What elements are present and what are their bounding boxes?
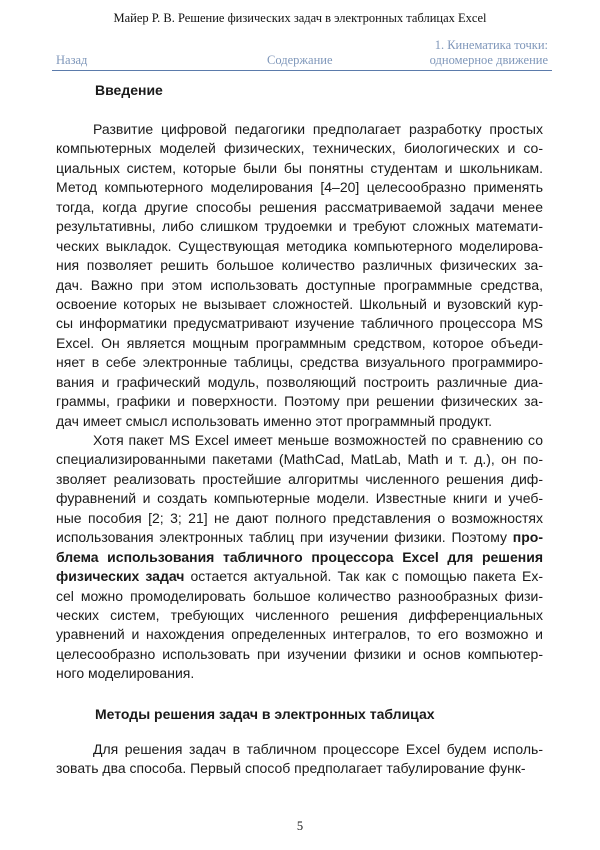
- page-number: 5: [296, 819, 304, 833]
- text-segment: специализированными пакетами (MathCad, MatLab, Math и т. д.), он по-: [56, 451, 543, 468]
- paragraph-line: [56, 606, 543, 625]
- text-segment: ческих выкладок. Существующая методика компьютерного моделирова-: [56, 237, 543, 254]
- paragraph-line: [56, 276, 543, 295]
- paragraph-line: [56, 431, 543, 450]
- text-segment: целесообразно использовать при изучении физики и основ компьютер-: [56, 645, 543, 662]
- paragraph-line: [56, 470, 543, 489]
- section-body-introduction: [56, 120, 543, 684]
- back-link[interactable]: Назад: [56, 53, 88, 67]
- paragraph-line: [56, 625, 543, 644]
- text-segment: компьютерных моделей физических, технических, биологических и со-: [56, 140, 543, 157]
- paragraph-line: [56, 392, 543, 411]
- paragraph-line: [56, 353, 543, 372]
- text-segment: результативны, либо слишком трудоемки и требуют сложных математи-: [56, 218, 543, 235]
- paragraph-line: [56, 548, 543, 567]
- paragraph-line: [56, 645, 543, 664]
- paragraph-line: [56, 759, 543, 778]
- section-heading-introduction: Введение: [95, 82, 163, 98]
- section-body-methods: [56, 740, 543, 779]
- text-segment: освоение которых не вызывает сложностей. Школьный и вузовский кур-: [56, 295, 543, 312]
- text-segment: использования электронных таблиц при изучении физики. Поэтому: [56, 529, 513, 546]
- paragraph-line: [56, 314, 543, 333]
- paragraph-line: [56, 256, 543, 275]
- text-segment: тогда, когда другие способы решения рассматриваемой задачи менее: [56, 198, 543, 215]
- contents-link[interactable]: Содержание: [267, 53, 333, 67]
- paragraph-line: [56, 139, 543, 158]
- paragraph-line: [56, 178, 543, 197]
- paragraph-line: [56, 159, 543, 178]
- text-segment: зовать два способа. Первый способ предполагает табулирование функ-: [56, 760, 526, 777]
- text-segment: Хотя пакет MS Excel имеет меньше возможностей по сравнению со: [93, 432, 543, 448]
- text-segment: фуравнений и создать компьютерные модели. Известные книги и учеб-: [56, 490, 543, 507]
- paragraph-line: [56, 217, 543, 236]
- next-chapter-link[interactable]: [430, 38, 548, 68]
- text-segment: уравнений и нахождения определенных интегралов, то его возможно и: [56, 626, 543, 643]
- paragraph-line: [56, 412, 543, 431]
- paragraph-line: [56, 587, 543, 606]
- text-segment: ные пособия [2; 3; 21] не дают полного представления о возможностях: [56, 509, 543, 526]
- paragraph-line: [56, 198, 543, 217]
- next-chapter-line1: 1. Кинематика точки:: [434, 38, 548, 52]
- paragraph-line: [56, 489, 543, 508]
- paragraph-line: [56, 567, 543, 586]
- text-segment: циальных систем, которые были бы понятны студентам и школьникам.: [56, 159, 543, 176]
- text-segment: сы информатики предусматривают изучение табличного процессора MS: [56, 315, 543, 332]
- text-segment: Excel. Он является мощным программным средством, которое объеди-: [56, 334, 543, 351]
- text-segment: ного моделирования.: [56, 665, 195, 682]
- next-chapter-line2: одномерное движение: [429, 53, 548, 67]
- paragraph-line: [56, 664, 543, 683]
- text-segment: Для решения задач в табличном процессоре Excel будем исполь-: [93, 741, 543, 757]
- text-segment: зволяет реализовать простейшие алгоритмы численного решения диф-: [56, 470, 543, 487]
- paragraph-line: [56, 295, 543, 314]
- paragraph-line: [56, 509, 543, 528]
- bold-text: про-: [512, 529, 543, 546]
- text-segment: дач имеет смысл использовать именно этот программный продукт.: [56, 412, 493, 429]
- section-heading-methods: Методы решения задач в электронных таблицах: [95, 706, 435, 722]
- paragraph-line: [56, 334, 543, 353]
- navigation-bar: [52, 40, 552, 71]
- text-segment: ния позволяет решить большое количество различных физических за-: [56, 257, 543, 274]
- paragraph-line: [56, 740, 543, 759]
- document-title: Майер Р. В. Решение физических задач в электронных таблицах Excel: [113, 11, 487, 25]
- paragraph-line: [56, 450, 543, 469]
- paragraph-line: [56, 528, 543, 547]
- text-segment: дач. Важно при этом использовать доступные программные средства,: [56, 276, 543, 293]
- text-segment: вания и графический модуль, позволяющий построить различные диа-: [56, 373, 543, 390]
- text-segment: граммы, графики и поверхности. Поэтому при решении физических за-: [56, 393, 543, 410]
- paragraph-line: [56, 120, 543, 139]
- text-segment: Метод компьютерного моделирования [4–20] целесообразно применять: [56, 179, 543, 196]
- bold-text: блема использования табличного процессора Excel для решения: [56, 548, 543, 565]
- text-segment: остается актуальной. Так как с помощью пакета Ex-: [184, 568, 543, 585]
- paragraph-line: [56, 373, 543, 392]
- text-segment: ческих систем, требующих численного решения дифференциальных: [56, 606, 543, 623]
- text-segment: cel можно промоделировать большое количество разнообразных физи-: [56, 587, 543, 604]
- paragraph-line: [56, 237, 543, 256]
- text-segment: няет в себе электронные таблицы, средства визуального программиро-: [56, 354, 543, 371]
- text-segment: Развитие цифровой педагогики предполагает разработку простых: [93, 121, 543, 137]
- bold-text: физических задач: [56, 568, 185, 585]
